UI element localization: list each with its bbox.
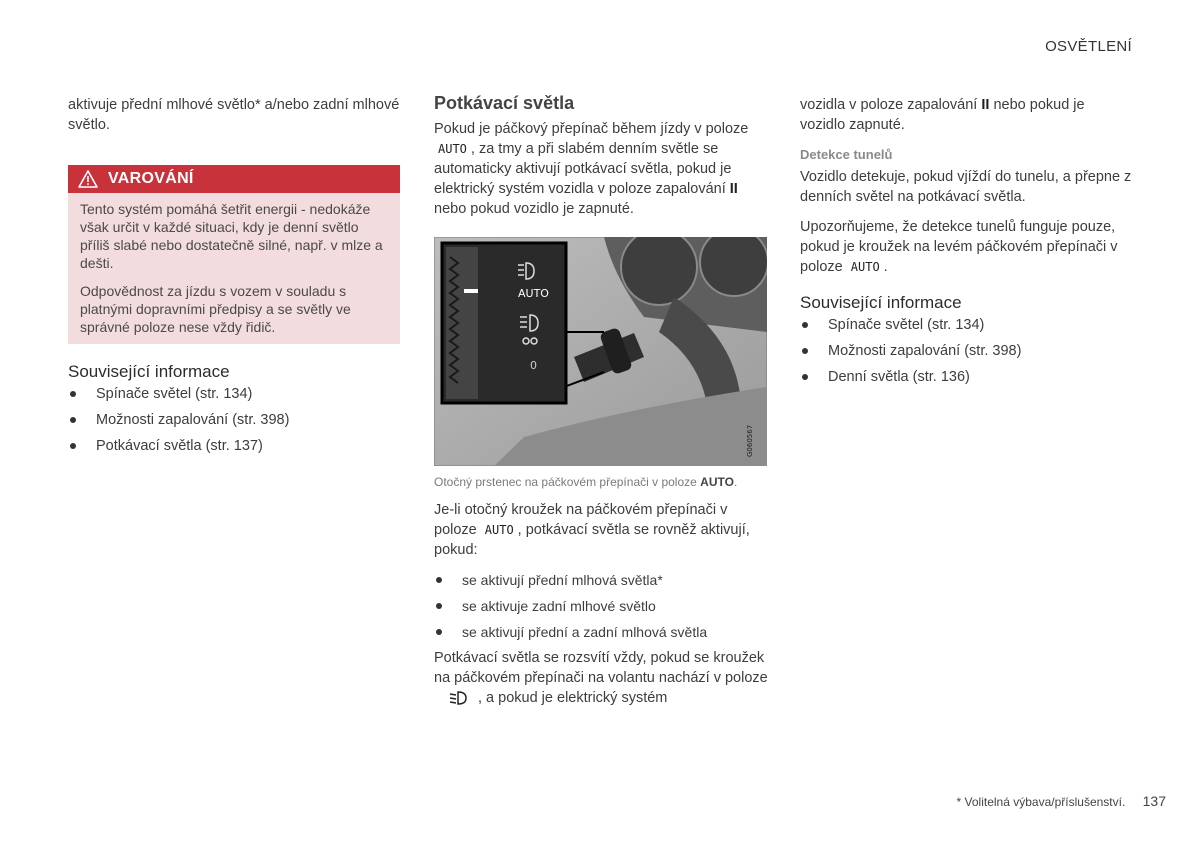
condition-list [434, 570, 769, 642]
related-info-title: Související informace [800, 293, 962, 312]
auto-symbol: AUTO [438, 142, 467, 156]
page-number: 137 [1142, 793, 1166, 809]
ignition-mode: II [729, 181, 738, 197]
related-info-title: Související informace [68, 362, 230, 381]
auto-symbol: AUTO [484, 523, 514, 537]
related-link[interactable]: Možnosti zapalování (str. 398) [800, 341, 1132, 361]
auto-symbol: AUTO [850, 260, 880, 274]
related-link[interactable]: Potkávací světla (str. 137) [68, 436, 400, 456]
section-title: Potkávací světla [434, 93, 575, 113]
paragraph-tunnel-note: Upozorňujeme, že detekce tunelů funguje pouze, pokud je kroužek na levém páčkovém přepínači v poloze AUTO . [800, 219, 1118, 275]
paragraph-always-on [434, 648, 769, 708]
warning-paragraph-1: Tento systém pomáhá šetřit energii - nedokáže však určit v každé situaci, kdy je denní světlo příliš slabé nebo dostatečně silné, např. v mlze a dešti. [80, 201, 383, 271]
column-left [68, 95, 400, 462]
text-fragment: nebo pokud je vozidlo zapnuté. [800, 97, 1085, 133]
intro-text: aktivuje přední mlhové světlo* a/nebo zadní mlhové světlo. [68, 97, 400, 133]
caption-auto: AUTO [700, 475, 734, 489]
related-link[interactable]: Spínače světel (str. 134) [68, 384, 400, 404]
warning-paragraph-2: Odpovědnost za jízdu s vozem v souladu s platnými dopravními předpisy a se světly ve správné poloze nese vždy řidič. [80, 283, 351, 335]
subsection-title: Detekce tunelů [800, 147, 893, 162]
text-fragment: , za tmy a při slabém denním světle se automaticky aktivují potkávací světla, pokud je elektrický systém vozidla v poloze zapalování [434, 141, 732, 197]
related-info-list [68, 384, 400, 456]
footer-note: * Volitelná výbava/příslušenství. [956, 795, 1126, 809]
related-link[interactable]: Možnosti zapalování (str. 398) [68, 410, 400, 430]
related-link[interactable]: Denní světla (str. 136) [800, 367, 1132, 387]
related-link[interactable]: Spínače světel (str. 134) [800, 315, 1132, 335]
related-info-section [68, 362, 400, 456]
caption-text: Otočný prstenec na páčkovém přepínači v poloze [434, 475, 697, 489]
paragraph-continuation [800, 95, 1132, 135]
related-info-list [800, 315, 1132, 387]
low-beam-icon [448, 691, 468, 705]
column-right [800, 95, 1132, 393]
text-fragment: Je-li otočný kroužek na páčkovém přepínači v poloze [434, 502, 728, 538]
page-footer [957, 793, 1166, 809]
text-fragment: , a pokud je elektrický systém [478, 690, 668, 706]
list-item: se aktivuje zadní mlhové světlo [434, 596, 769, 616]
column-middle [434, 93, 769, 718]
warning-body [68, 193, 400, 344]
warning-header [68, 165, 400, 193]
light-switch-illustration [434, 237, 767, 466]
page-header-title: OSVĚTLENÍ [1045, 38, 1132, 55]
figure-light-switch [434, 237, 767, 466]
figure-caption: Otočný prstenec na páčkovém přepínači v poloze AUTO. [434, 475, 738, 489]
figure-code: G060567 [746, 424, 754, 457]
ignition-mode: II [981, 97, 990, 113]
paragraph-auto-conditions [434, 500, 769, 560]
text-fragment: vozidla v poloze zapalování [800, 97, 978, 113]
list-item: se aktivují přední mlhová světla* [434, 570, 769, 590]
figure-label-off: 0 [530, 359, 537, 372]
list-item: se aktivují přední a zadní mlhová světla [434, 622, 769, 642]
text-fragment: Pokud je páčkový přepínač během jízdy v poloze [434, 121, 749, 137]
related-info-section [800, 293, 1132, 387]
text-fragment: nebo pokud vozidlo je zapnuté. [434, 201, 634, 217]
text-fragment: , potkávací světla se rovněž aktivují, pokud: [434, 522, 750, 558]
paragraph-tunnel: Vozidlo detekuje, pokud vjíždí do tunelu, a přepne z denních světel na potkávací světla. [800, 169, 1132, 205]
figure-label-auto: AUTO [518, 287, 549, 300]
paragraph-low-beam [434, 119, 769, 219]
text-fragment: Potkávací světla se rozsvítí vždy, pokud se kroužek na páčkovém přepínači na volantu nachází v poloze [434, 650, 768, 686]
warning-box [68, 165, 400, 344]
text-fragment: Upozorňujeme, že detekce tunelů funguje pouze, pokud je kroužek na levém páčkovém přepínači v poloze [800, 219, 1118, 275]
warning-triangle-icon [78, 170, 98, 188]
warning-title: VAROVÁNÍ [108, 170, 194, 187]
